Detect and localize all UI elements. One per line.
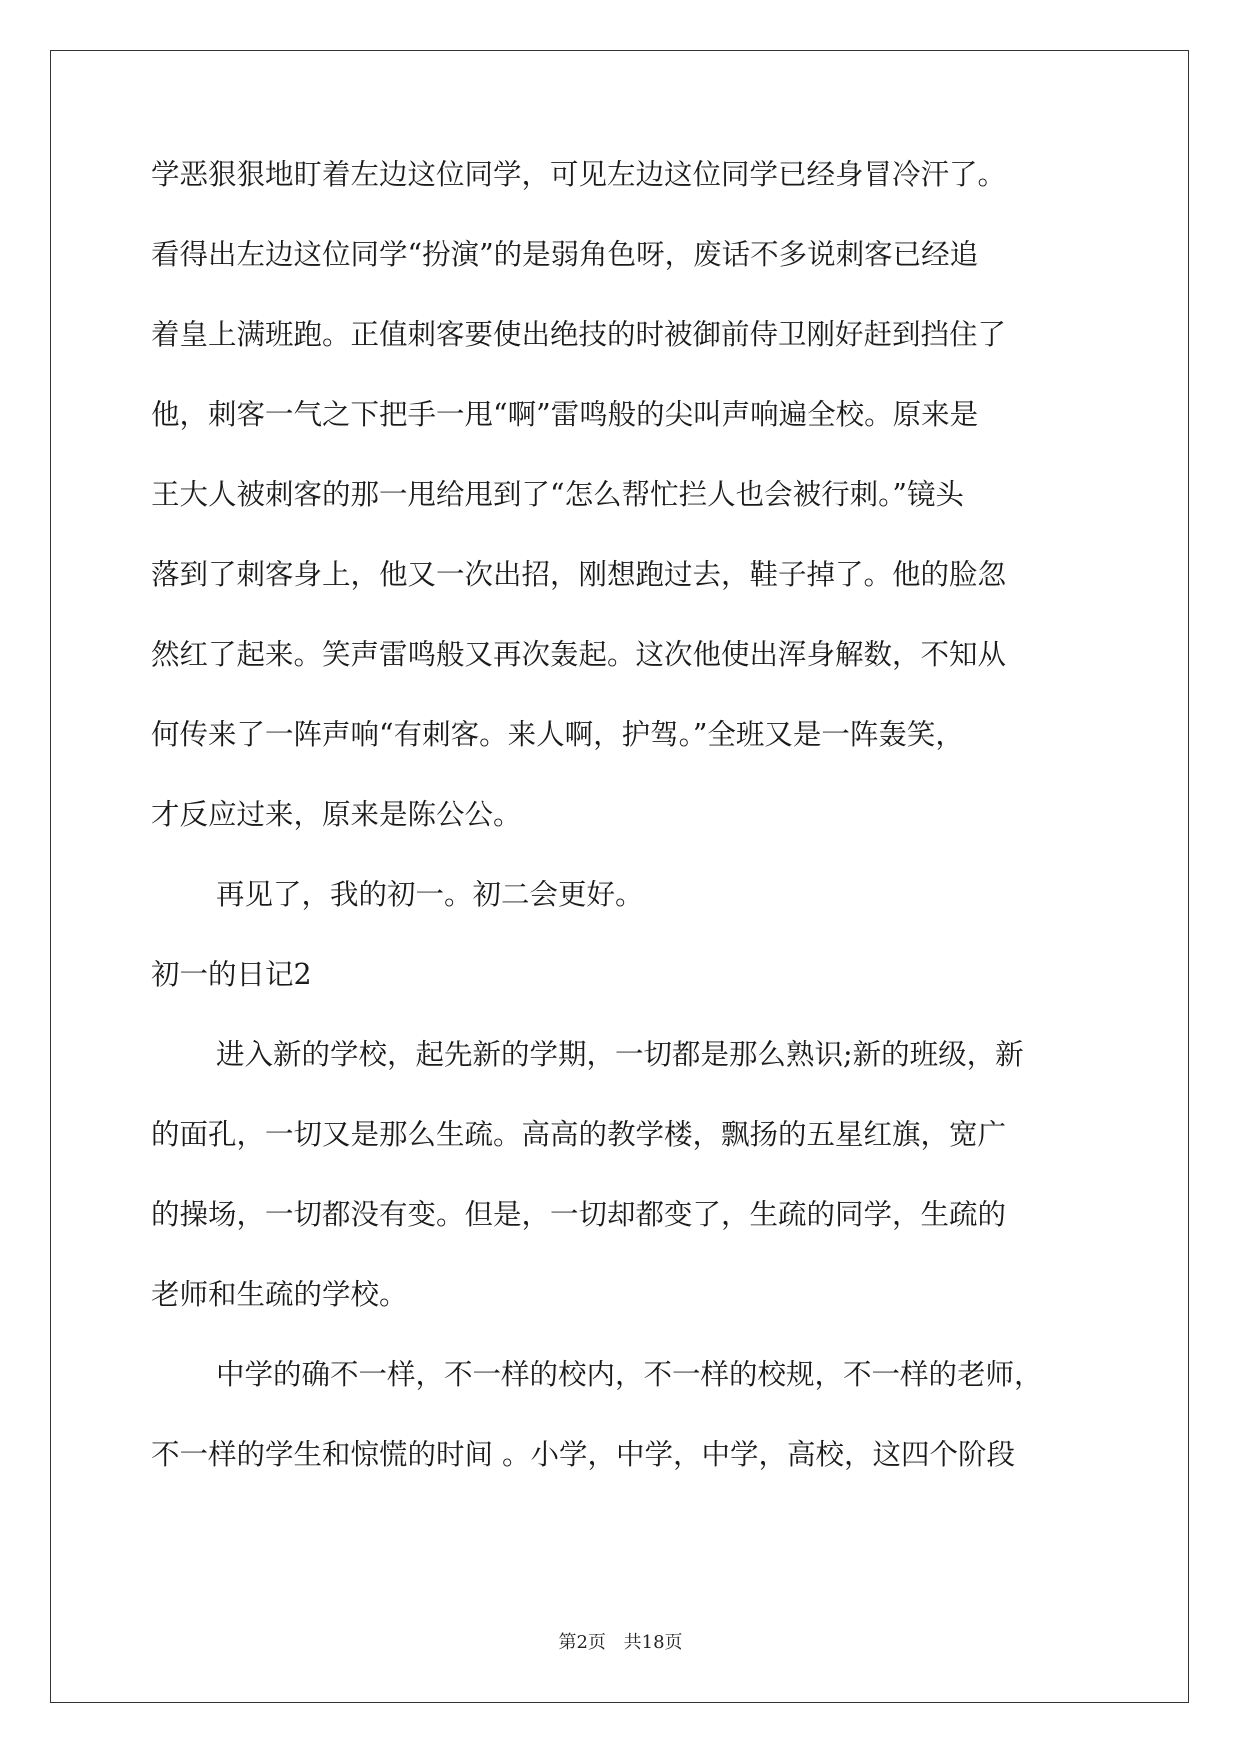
text-line-8: 何传来了一阵声响“有刺客。来人啊，护驾。”全班又是一阵轰笑， — [151, 718, 964, 751]
section-heading: 初一的日记2 — [151, 958, 312, 991]
text-line-10: 再见了，我的初一。初二会更好。 — [216, 878, 644, 911]
text-line-7: 然红了起来。笑声雷鸣般又再次轰起。这次他使出浑身解数，不知从 — [151, 638, 1007, 671]
page-total: 共18页 — [623, 1632, 683, 1653]
text-line-4: 他，刺客一气之下把手一甩“啊”雷鸣般的尖叫声响遍全校。原来是 — [151, 398, 979, 431]
text-line-12: 进入新的学校，起先新的学期，一切都是那么熟识;新的班级，新 — [216, 1038, 1024, 1071]
text-line-9: 才反应过来，原来是陈公公。 — [151, 798, 522, 831]
text-line-6: 落到了刺客身上，他又一次出招，刚想跑过去，鞋子掉了。他的脸忽 — [151, 558, 1007, 591]
text-line-16: 中学的确不一样，不一样的校内，不一样的校规，不一样的老师， — [216, 1358, 1043, 1391]
text-line-5: 王大人被刺客的那一甩给甩到了“怎么帮忙拦人也会被行刺。”镜头 — [151, 478, 964, 511]
page-number: 第2页 — [558, 1632, 606, 1653]
text-line-14: 的操场，一切都没有变。但是，一切却都变了，生疏的同学，生疏的 — [151, 1198, 1007, 1231]
page-footer — [0, 1628, 1241, 1654]
text-line-13: 的面孔，一切又是那么生疏。高高的教学楼，飘扬的五星红旗，宽广 — [151, 1118, 1007, 1151]
text-line-17: 不一样的学生和惊慌的时间 。小学，中学，中学，高校，这四个阶段 — [151, 1438, 1016, 1471]
text-line-2: 看得出左边这位同学“扮演”的是弱角色呀，废话不多说刺客已经追 — [151, 238, 979, 271]
text-line-15: 老师和生疏的学校。 — [151, 1278, 408, 1311]
text-line-1: 学恶狠狠地盯着左边这位同学，可见左边这位同学已经身冒冷汗了。 — [151, 158, 1007, 191]
text-line-3: 着皇上满班跑。正值刺客要使出绝技的时被御前侍卫刚好赶到挡住了 — [151, 318, 1007, 351]
